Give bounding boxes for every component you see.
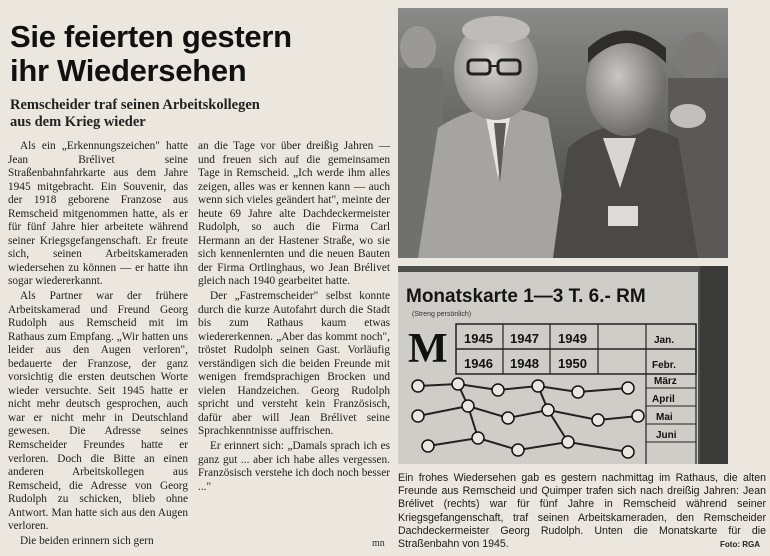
headline (10, 20, 390, 88)
ticket-letter: M (408, 326, 448, 372)
paragraph: Der „Fastremscheider" selbst konnte durch die kurze Autofahrt durch die Stadt bis zum Rathaus kaum etwas wiedererkennen. „Aber das kommt noch", tröstet Rudolph seinen Gast. Vorläufig verständigen sich die beiden Freunde mit wenigen fremdsprachigen Brocken und vielen Handzeichen. Georg Rudolph spricht und versteht kein Französisch, dafür aber will Jean Brélivet seine Sprachkenntnisse auffrischen. (198, 290, 390, 438)
ticket-year: 1945 (464, 331, 493, 346)
ticket-month: Febr. (652, 360, 676, 371)
article-column-2 (198, 140, 390, 494)
ticket-year: 1950 (558, 356, 587, 371)
subheadline-line-2: aus dem Krieg wieder (10, 114, 146, 130)
paragraph: Als ein „Erkennungszeichen" hatte Jean Brélivet seine Straßenbahnfahrkarte aus dem Jahre 1945 mitgebracht. Ein Souvenir, das der 1918 geborene Franzose aus Remscheid mitgenommen hatte, als er für fünf Jahre hier arbeitete während seiner Kriegsgefangenschaft. Er freute sich, seinen Arbeitskameraden wiedersehen zu können — er hatte ihn sogar wiedererkannt. (8, 140, 188, 288)
ticket-year: 1946 (464, 356, 493, 371)
paragraph: Als Partner war der frühere Arbeitskamerad und Freund Georg Rudolph aus Remscheid mit im Rathaus zum Empfang. „Wir hatten uns leider aus den Augen verloren", bedauerte der Franzose, der ganz vorsichtig die ersten deutschen Worte wieder versuchte. Seit 1945 hatte er nicht mehr deutsch gesprochen, auch war er nicht mehr in Deutschland gewesen. Die Adresse seines Remscheider Freundes hatte er verloren. Doch die Bitte an einen anderen Arbeitskollegen aus Remscheid, die Adresse von Georg Rudolph zu schicken, blieb ohne Antwort. Man hatte sich aus den Augen verloren. (8, 290, 188, 533)
ticket-year: 1949 (558, 331, 587, 346)
ticket-month: Juni (656, 430, 677, 441)
ticket-title: Monatskarte 1—3 T. 6.- RM (406, 286, 646, 307)
article-column-1 (8, 140, 188, 548)
subheadline-line-1: Remscheider traf seinen Arbeitskollegen (10, 97, 260, 113)
headline-line-2: ihr Wiedersehen (10, 53, 247, 88)
photo-reunion (398, 8, 728, 258)
ticket-year: 1947 (510, 331, 539, 346)
ticket-month: April (652, 394, 675, 405)
ticket-month: Jan. (654, 335, 675, 346)
author-signature: mn (372, 538, 385, 549)
subheadline (10, 97, 390, 131)
ticket-subtitle: (Streng persönlich) (412, 311, 472, 318)
paragraph: an die Tage vor über dreißig Jahren — und freuen sich auf die gemeinsamen Tage in Remscheid. „Ich werde ihm alles zeigen, alles was er kennen kann — auch wenn sich vieles geändert hat", meinte der heute 69 Jahre alte Dachdeckermeister Rudolph, so auch die Firma Carl Hermann an der Hastener Straße, wo sie sich kennenlernten und die neuen Bauten der Firma Ortlinghaus, wo Jean Brélivet gleich nach 1940 gearbeitet hatte. (198, 140, 390, 288)
photo-credit: Foto: RGA (720, 540, 760, 549)
headline-line-1: Sie feierten gestern (10, 19, 292, 54)
photo-caption: Ein frohes Wiedersehen gab es gestern nachmittag im Rathaus, die alten Freunde aus Remscheid und Quimper trafen sich nach dreißig Jahren: Jean Brélivet (rechts) war für fünf Jahre in Remscheid während seiner Kriegsgefangenschaft, traf seinen Arbeitskameraden, den Remscheider Dachdeckermeister Georg Rudolph. Unten die Monatskarte für die Straßenbahn von 1945. (398, 472, 766, 551)
ticket-image (398, 266, 728, 464)
paragraph: Er erinnert sich: „Damals sprach ich es ganz gut ... aber ich habe alles vergessen. Französisch verstehe ich doch noch besser ..." (198, 440, 390, 493)
photo-monthly-ticket (398, 266, 728, 464)
ticket-month: März (654, 376, 677, 387)
ticket-year: 1948 (510, 356, 539, 371)
paragraph: Die beiden erinnern sich gern (20, 534, 154, 547)
photo-reunion-image (398, 8, 728, 258)
ticket-month: Mai (656, 412, 673, 423)
